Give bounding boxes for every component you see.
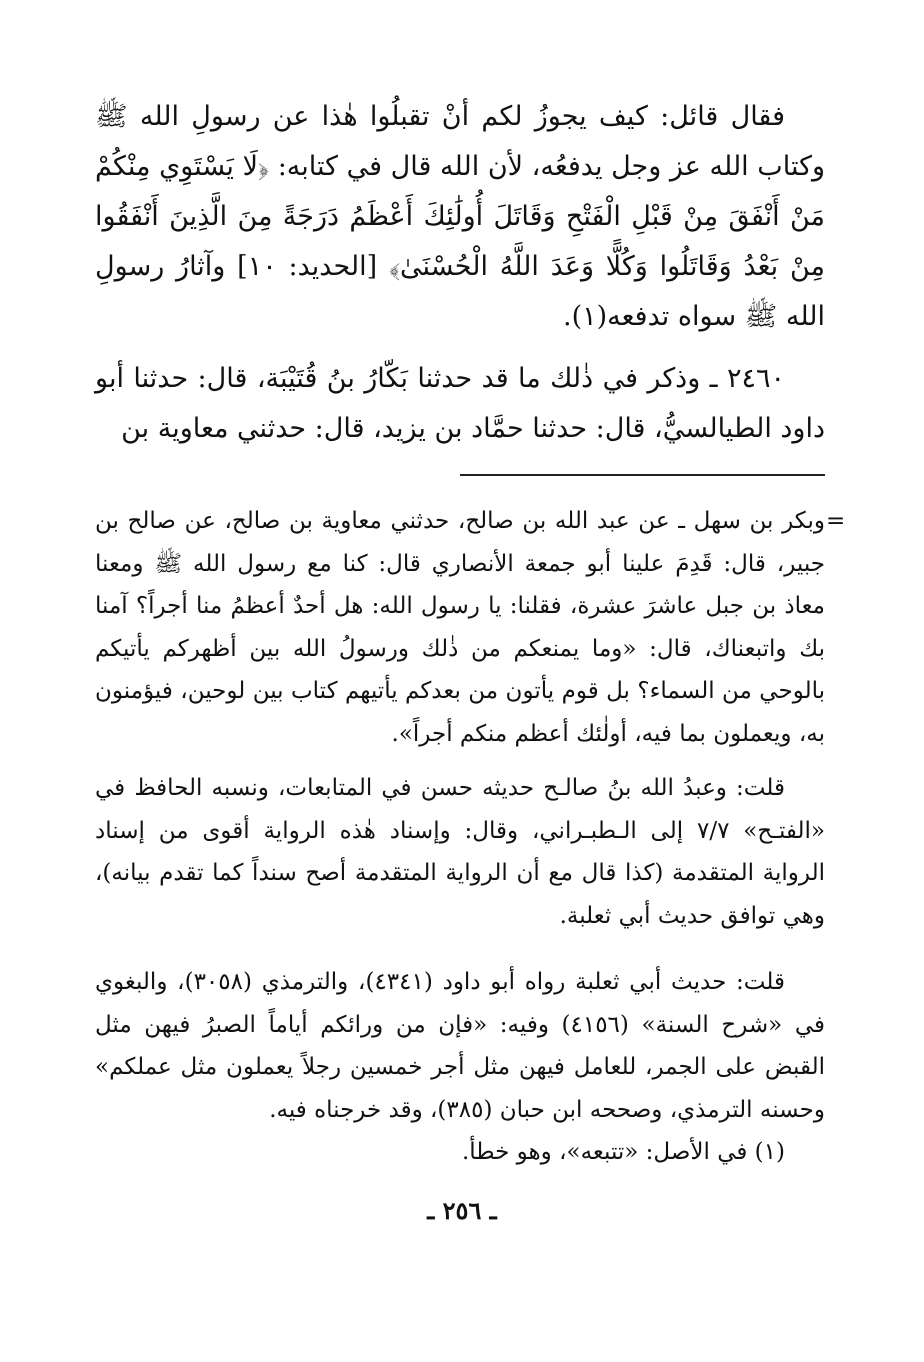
main-paragraph-2: ٢٤٦٠ ـ وذكر في ذٰلك ما قد حدثنا بَكّارُ بنُ قُتَيْبَة، قال: حدثنا أبو داود الطيالسيُّ، قال: حدثنا حمَّاد بن يزيد، قال: حدثني معاوية بن [95, 363, 825, 444]
footnote-paragraph-3: قلت: حديث أبي ثعلبة رواه أبو داود (٤٣٤١)، والترمذي (٣٠٥٨)، والبغوي في «شرح السنة» (٤١٥٦) وفيه: «فإن من ورائكم أياماً الصبرُ فيهن مثل القبض على الجمر، للعامل فيهن مثل أجر خمسين رجلاً يعملون مثل عملكم» وحسنه الترمذي، وصححه ابن حبان (٣٨٥)، وقد خرجناه فيه. [95, 969, 825, 1123]
footnotes [95, 500, 825, 1174]
footnote-paragraph-2: قلت: وعبدُ الله بنُ صالـح حديثه حسن في المتابعات، ونسبه الحافظ في «الفتـح» ٧/٧ إلى الـطبـراني، وقال: وإسناد هٰذه الرواية أقوى من إسناد الرواية المتقدمة (كذا قال مع أن الرواية المتقدمة أصح سنداً كما تقدم بيانه)، وهي توافق حديث أبي ثعلبة. [95, 775, 825, 929]
page-number: ـ ٢٥٦ ـ [427, 1196, 497, 1225]
footnote-separator [460, 474, 825, 476]
footnote-paragraph-1: وبكر بن سهل ـ عن عبد الله بن صالح، حدثني معاوية بن صالح، عن صالح بن جبير، قال: قَدِمَ علينا أبو جمعة الأنصاري قال: كنا مع رسول الله ﷺ ومعنا معاذ بن جبل عاشرَ عشرة، فقلنا: يا رسول الله: هل أحدٌ أعظمُ منا أجراً؟ آمنا بك واتبعناك، قال: «وما يمنعكم من ذٰلك ورسولُ الله بين أظهركم يأتيكم بالوحي من السماء؟ بل قوم يأتون من بعدكم يأتيهم كتاب بين لوحين، فيؤمنون به، ويعملون بما فيه، أولٰئك أعظم منكم أجراً». [95, 508, 825, 747]
main-text [95, 92, 825, 454]
footnote-1: (١) في الأصل: «تتبعه»، وهو خطأ. [461, 1139, 785, 1165]
main-paragraph-1: فقال قائل: كيف يجوزُ لكم أنْ تقبلُوا هٰذا عن رسولِ الله ﷺ وكتاب الله عز وجل يدفعُه، لأن الله قال في كتابه: ﴿لَا يَسْتَوِي مِنْكُمْ مَنْ أَنْفَقَ مِنْ قَبْلِ الْفَتْحِ وَقَاتَلَ أُولَٰئِكَ أَعْظَمُ دَرَجَةً مِنَ الَّذِينَ أَنْفَقُوا مِنْ بَعْدُ وَقَاتَلُوا وَكُلًّا وَعَدَ اللَّهُ الْحُسْنَىٰ﴾ [الحديد: ١٠] وآثارُ رسولِ الله ﷺ سواه تدفعه(١). [95, 101, 825, 332]
footnote-continuation-mark: = [826, 508, 846, 534]
